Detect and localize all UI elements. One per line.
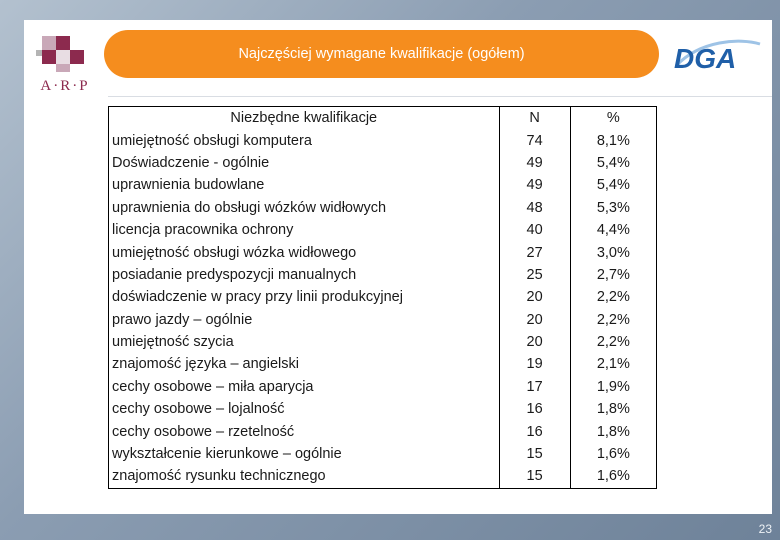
- qualification-cell: umiejętność obsługi wózka widłowego: [109, 241, 500, 263]
- count-cell: 40: [499, 219, 570, 241]
- dga-logo-icon: [670, 36, 762, 76]
- count-cell: 20: [499, 331, 570, 353]
- qualification-cell: prawo jazdy – ogólnie: [109, 309, 500, 331]
- dga-logo-text: DGA: [674, 43, 737, 74]
- count-cell: 20: [499, 309, 570, 331]
- percent-cell: 3,0%: [570, 241, 656, 263]
- table-row: [109, 129, 657, 151]
- qualification-cell: licencja pracownika ochrony: [109, 219, 500, 241]
- percent-cell: 5,4%: [570, 152, 656, 174]
- table-row: [109, 286, 657, 308]
- table-row: [109, 197, 657, 219]
- table-row: [109, 309, 657, 331]
- qualification-cell: cechy osobowe – rzetelność: [109, 420, 500, 442]
- percent-cell: 1,9%: [570, 376, 656, 398]
- arp-logo-mark-icon: [28, 30, 102, 78]
- table-row: [109, 331, 657, 353]
- qualification-cell: cechy osobowe – lojalność: [109, 398, 500, 420]
- percent-cell: 5,4%: [570, 174, 656, 196]
- percent-cell: 2,2%: [570, 331, 656, 353]
- header-percent: %: [570, 107, 656, 130]
- table-row: [109, 420, 657, 442]
- percent-cell: 2,1%: [570, 353, 656, 375]
- table-row: [109, 174, 657, 196]
- arp-logo: [28, 30, 102, 96]
- count-cell: 16: [499, 398, 570, 420]
- percent-cell: 2,2%: [570, 286, 656, 308]
- table-row: [109, 398, 657, 420]
- percent-cell: 2,2%: [570, 309, 656, 331]
- count-cell: 15: [499, 443, 570, 465]
- qualification-cell: umiejętność szycia: [109, 331, 500, 353]
- percent-cell: 1,8%: [570, 398, 656, 420]
- count-cell: 17: [499, 376, 570, 398]
- count-cell: 27: [499, 241, 570, 263]
- count-cell: 19: [499, 353, 570, 375]
- table-row: [109, 152, 657, 174]
- table-row: [109, 443, 657, 465]
- qualification-cell: cechy osobowe – miła aparycja: [109, 376, 500, 398]
- percent-cell: 1,6%: [570, 465, 656, 488]
- table-row: [109, 219, 657, 241]
- percent-cell: 8,1%: [570, 129, 656, 151]
- percent-cell: 1,6%: [570, 443, 656, 465]
- qualification-cell: znajomość rysunku technicznego: [109, 465, 500, 488]
- count-cell: 20: [499, 286, 570, 308]
- table-row: [109, 241, 657, 263]
- qualification-cell: Doświadczenie - ogólnie: [109, 152, 500, 174]
- table-row: [109, 353, 657, 375]
- percent-cell: 2,7%: [570, 264, 656, 286]
- count-cell: 48: [499, 197, 570, 219]
- count-cell: 15: [499, 465, 570, 488]
- qualification-cell: wykształcenie kierunkowe – ogólnie: [109, 443, 500, 465]
- qualification-cell: uprawnienia do obsługi wózków widłowych: [109, 197, 500, 219]
- count-cell: 74: [499, 129, 570, 151]
- table-row: [109, 465, 657, 488]
- table-row: [109, 264, 657, 286]
- header-qualification: Niezbędne kwalifikacje: [109, 107, 500, 130]
- qualification-cell: posiadanie predyspozycji manualnych: [109, 264, 500, 286]
- table-body: [109, 129, 657, 488]
- table-header-row: [109, 107, 657, 130]
- slide-title: Najczęściej wymagane kwalifikacje (ogółem): [238, 46, 525, 62]
- count-cell: 16: [499, 420, 570, 442]
- qualification-cell: umiejętność obsługi komputera: [109, 129, 500, 151]
- slide: [24, 20, 772, 514]
- header-count: N: [499, 107, 570, 130]
- qualification-cell: doświadczenie w pracy przy linii produkcyjnej: [109, 286, 500, 308]
- percent-cell: 5,3%: [570, 197, 656, 219]
- dga-logo: [670, 36, 762, 81]
- qualifications-table: [108, 106, 657, 489]
- count-cell: 49: [499, 174, 570, 196]
- title-bar: [104, 30, 659, 78]
- qualification-cell: znajomość języka – angielski: [109, 353, 500, 375]
- qualification-cell: uprawnienia budowlane: [109, 174, 500, 196]
- table-row: [109, 376, 657, 398]
- header-divider: [108, 96, 772, 97]
- percent-cell: 1,8%: [570, 420, 656, 442]
- count-cell: 25: [499, 264, 570, 286]
- page-number: 23: [758, 522, 772, 536]
- percent-cell: 4,4%: [570, 219, 656, 241]
- arp-logo-text: A·R·P: [40, 78, 90, 94]
- count-cell: 49: [499, 152, 570, 174]
